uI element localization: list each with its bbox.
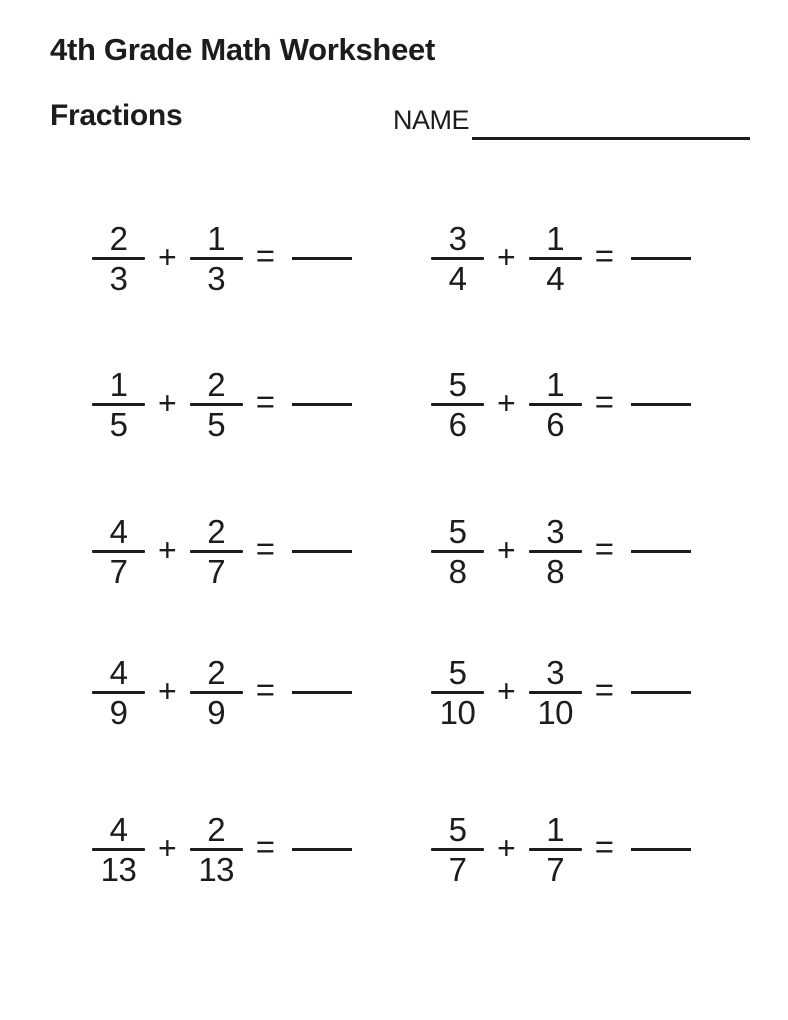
denominator: 8 xyxy=(546,553,565,590)
equals-sign: = xyxy=(594,530,614,567)
numerator: 1 xyxy=(109,366,128,403)
denominator: 7 xyxy=(207,553,226,590)
denominator: 3 xyxy=(207,260,226,297)
fraction-problem-1 xyxy=(92,222,352,295)
plus-sign: + xyxy=(497,384,516,421)
equals-sign: = xyxy=(594,828,614,865)
fraction-first xyxy=(431,656,484,729)
fraction-first xyxy=(92,368,145,441)
name-blank-line[interactable] xyxy=(472,137,750,140)
plus-sign: + xyxy=(158,829,177,866)
numerator: 5 xyxy=(448,811,467,848)
page-title: 4th Grade Math Worksheet xyxy=(50,32,435,67)
denominator: 13 xyxy=(198,851,235,888)
fraction-second xyxy=(529,515,582,588)
answer-blank[interactable] xyxy=(631,403,691,406)
fraction-problem-5 xyxy=(92,515,352,588)
numerator: 2 xyxy=(207,513,226,550)
problem-row xyxy=(92,515,752,590)
fraction-first xyxy=(92,515,145,588)
denominator: 4 xyxy=(448,260,467,297)
fraction-second xyxy=(529,368,582,441)
plus-sign: + xyxy=(158,531,177,568)
fraction-second xyxy=(190,656,243,729)
plus-sign: + xyxy=(158,384,177,421)
answer-blank[interactable] xyxy=(631,691,691,694)
denominator: 5 xyxy=(109,406,128,443)
fraction-problem-2 xyxy=(431,222,691,295)
answer-blank[interactable] xyxy=(292,257,352,260)
equals-sign: = xyxy=(255,671,275,708)
numerator: 3 xyxy=(546,513,565,550)
fraction-second xyxy=(190,368,243,441)
numerator: 2 xyxy=(207,366,226,403)
denominator: 13 xyxy=(100,851,137,888)
answer-blank[interactable] xyxy=(292,403,352,406)
answer-blank[interactable] xyxy=(631,848,691,851)
fraction-first xyxy=(431,515,484,588)
plus-sign: + xyxy=(497,531,516,568)
numerator: 1 xyxy=(546,366,565,403)
equals-sign: = xyxy=(255,828,275,865)
denominator: 6 xyxy=(546,406,565,443)
problem-row xyxy=(92,368,752,443)
fraction-second xyxy=(529,656,582,729)
name-label: NAME xyxy=(393,105,470,135)
numerator: 1 xyxy=(546,220,565,257)
fraction-problem-4 xyxy=(431,368,691,441)
fraction-second xyxy=(529,813,582,886)
answer-blank[interactable] xyxy=(292,848,352,851)
equals-sign: = xyxy=(594,237,614,274)
denominator: 7 xyxy=(109,553,128,590)
denominator: 10 xyxy=(439,694,476,731)
fraction-problem-3 xyxy=(92,368,352,441)
fraction-second xyxy=(190,222,243,295)
fraction-first xyxy=(92,222,145,295)
numerator: 2 xyxy=(109,220,128,257)
numerator: 1 xyxy=(207,220,226,257)
equals-sign: = xyxy=(594,671,614,708)
fraction-first xyxy=(431,813,484,886)
fraction-first xyxy=(92,813,145,886)
numerator: 1 xyxy=(546,811,565,848)
plus-sign: + xyxy=(158,672,177,709)
denominator: 3 xyxy=(109,260,128,297)
equals-sign: = xyxy=(255,530,275,567)
equals-sign: = xyxy=(255,237,275,274)
plus-sign: + xyxy=(497,238,516,275)
numerator: 2 xyxy=(207,654,226,691)
fraction-problem-9 xyxy=(92,813,352,886)
numerator: 3 xyxy=(448,220,467,257)
plus-sign: + xyxy=(497,829,516,866)
fraction-problem-8 xyxy=(431,656,691,729)
equals-sign: = xyxy=(255,383,275,420)
problem-row xyxy=(92,222,752,297)
name-section xyxy=(393,107,750,134)
numerator: 5 xyxy=(448,513,467,550)
fraction-first xyxy=(431,368,484,441)
answer-blank[interactable] xyxy=(292,691,352,694)
fraction-second xyxy=(190,515,243,588)
numerator: 5 xyxy=(448,366,467,403)
denominator: 7 xyxy=(546,851,565,888)
numerator: 4 xyxy=(109,811,128,848)
answer-blank[interactable] xyxy=(631,257,691,260)
fraction-second xyxy=(190,813,243,886)
denominator: 4 xyxy=(546,260,565,297)
problem-row xyxy=(92,656,752,731)
denominator: 7 xyxy=(448,851,467,888)
answer-blank[interactable] xyxy=(631,550,691,553)
fraction-problem-7 xyxy=(92,656,352,729)
denominator: 8 xyxy=(448,553,467,590)
denominator: 10 xyxy=(537,694,574,731)
numerator: 3 xyxy=(546,654,565,691)
equals-sign: = xyxy=(594,383,614,420)
fraction-first xyxy=(92,656,145,729)
answer-blank[interactable] xyxy=(292,550,352,553)
numerator: 4 xyxy=(109,513,128,550)
fraction-second xyxy=(529,222,582,295)
denominator: 5 xyxy=(207,406,226,443)
fraction-problem-6 xyxy=(431,515,691,588)
plus-sign: + xyxy=(497,672,516,709)
numerator: 2 xyxy=(207,811,226,848)
fraction-problem-10 xyxy=(431,813,691,886)
denominator: 6 xyxy=(448,406,467,443)
plus-sign: + xyxy=(158,238,177,275)
denominator: 9 xyxy=(109,694,128,731)
fraction-first xyxy=(431,222,484,295)
denominator: 9 xyxy=(207,694,226,731)
worksheet-topic: Fractions xyxy=(50,99,183,132)
numerator: 4 xyxy=(109,654,128,691)
problem-row xyxy=(92,813,752,888)
numerator: 5 xyxy=(448,654,467,691)
